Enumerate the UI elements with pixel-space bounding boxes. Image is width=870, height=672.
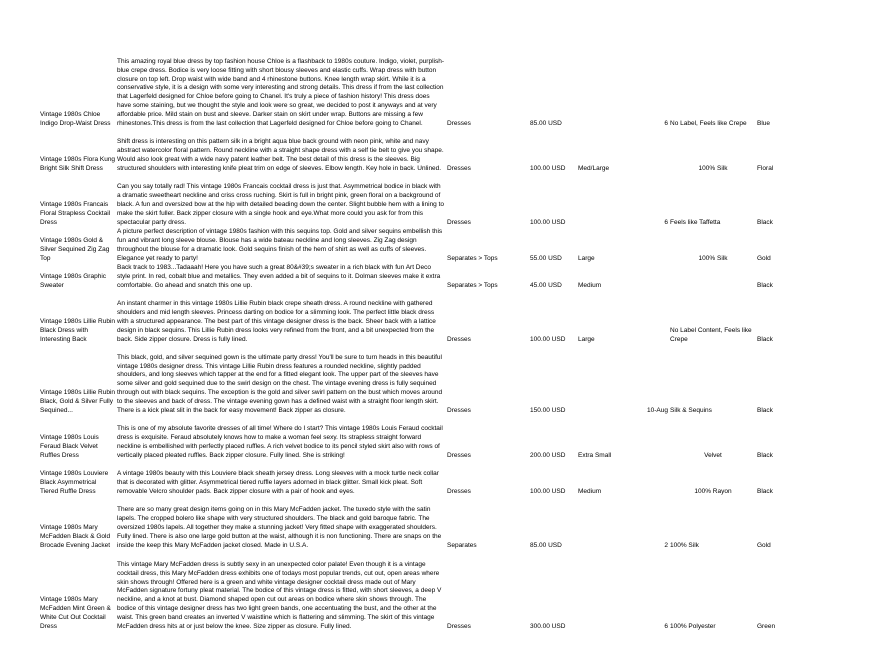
- price-cell: 100.00 USD: [530, 219, 566, 227]
- product-name-cell: Vintage 1980s Lillie Rubin Black Dress with Interesting Back: [40, 318, 116, 344]
- color-cell: Blue: [757, 120, 771, 128]
- material-cell: No Label, Feels like Crepe: [670, 120, 747, 128]
- size-cell: Medium: [578, 488, 602, 496]
- price-cell: 200.00 USD: [530, 452, 566, 460]
- material-cell: Velvet: [704, 452, 722, 460]
- category-cell: Dresses: [447, 165, 471, 173]
- description-cell: This vintage Mary McFadden dress is subtly sexy in an unexpected color palate! Even though it is a vintage cocktail dress, this Mary McFadden dress exhibits one of todays most popular trends, cut out, open areas where skin shows through! Offered here is a green and white vintage designer cocktail dress made out of Mary McFadden signature fortuny pleat material. The bodice of this vintage dress is fitted, with short sleeves, a deep V neckline, and a knot at bust. Diamond shaped open cut out areas on bodice where skin shows through. The bodice of this vintage designer dress has two light green bands, one accentuating the bust, and the other at the waist. This green band creates an inverted V waistline which is flattering and slimming. The skirt of this vintage McFadden dress hits at or just below the knee. Size zipper as closure. Fully lined.: [117, 560, 442, 631]
- category-cell: Dresses: [447, 452, 471, 460]
- description-cell: This is one of my absolute favorite dresses of all time! Where do I start? This vintage 1980s Louis Feraud cocktail dress is exquisite. Feraud absolutely knows how to make a woman feel sexy. Its strapless straight forward neckline is embellished with perfectly placed ruffles. A rich velvet bodice to its pencil styled skirt also with rows of vertically placed pleated ruffles. Back zipper closure. Fully lined. She is striking!: [117, 425, 443, 460]
- table-row: [0, 461, 870, 497]
- table-row: [0, 551, 870, 632]
- material-cell: 100% Rayon: [694, 488, 732, 496]
- size-cell: Extra Small: [578, 452, 612, 460]
- table-row: [0, 129, 870, 174]
- category-cell: Dresses: [447, 407, 471, 415]
- price-cell: 300.00 USD: [530, 623, 566, 631]
- price-cell: 85.00 USD: [530, 542, 562, 550]
- price-cell: 100.00 USD: [530, 336, 566, 344]
- material-cell: 100% Polyester: [670, 623, 716, 631]
- table-row: [0, 345, 870, 416]
- table-row: [0, 300, 870, 345]
- description-cell: A picture perfect description of vintage 1980s fashion with this sequins top. Gold and silver sequins embellish this fun and vibrant long sleeve blouse. Blouse has a wide bateau neckline and long sleeves. Zig Zag design throughout the blouse for a dramatic look. Gold sequins finish of the hem of shirt as well as cuffs of sleeves. Elegance yet ready to party!: [117, 228, 443, 263]
- category-cell: Separates > Tops: [447, 255, 498, 263]
- price-cell: 100.00 USD: [530, 165, 566, 173]
- description-cell: Shift dress is interesting on this pattern silk in a bright aqua blue back ground with neon pink, white and navy abstract watercolor floral pattern. Round neckline with a straight shape dress with a self tie belt to give you shape. Would also look great with a wide navy patent leather belt. The best detail of this dress is the sleeves. Big structured shoulders with interesting knife pleat trim on edge of sleeves. Elbow length. Key hole in back. Unlined.: [117, 138, 444, 173]
- price-cell: 85.00 USD: [530, 120, 562, 128]
- product-name-cell: Vintage 1980s Gold & Silver Sequined Zig Zag Top: [40, 237, 110, 263]
- price-cell: 45.00 USD: [530, 282, 562, 290]
- category-cell: Dresses: [447, 623, 471, 631]
- product-name-cell: Vintage 1980s Graphic Sweater: [40, 273, 107, 290]
- color-cell: Floral: [757, 165, 774, 173]
- description-cell: This amazing royal blue dress by top fashion house Chloe is a flashback to 1980s couture. Indigo, violet, purplish-blue crepe dress. Bodice is very loose fitting with short blousy sleeves and elastic cuffs. Wrap dress with button closure on top left. Drop waist with wide band and 4 rhinestone buttons. Knee length wrap skirt. While it is a conservative style, it is a design with some very interesting and strong details. This dress if from the last collection that Lagerfeld designed for Chloe before going to Chanel. It's truly a piece of fashion history! This dress does have some staining, but we thought the style and look were so great, we decided to post it anyways and at very affordable price. Mild stain on bust and sleeve. Darker stain on skirt under wrap. Buttons are missing a few rhinestones.This dress is from the last collection that Lagerfeld designed for Chloe before going to Chanel.: [117, 57, 444, 128]
- price-cell: 150.00 USD: [530, 407, 566, 415]
- product-name-cell: Vintage 1980s Louviere Black Asymmetrical Tiered Ruffle Dress: [40, 470, 109, 496]
- color-cell: Black: [757, 336, 773, 344]
- color-cell: Black: [757, 219, 773, 227]
- quantity-cell: 6: [664, 120, 668, 128]
- product-name-cell: Vintage 1980s Flora Kung Bright Silk Shift Dress: [40, 156, 116, 173]
- quantity-cell: 6: [664, 623, 668, 631]
- category-cell: Dresses: [447, 120, 471, 128]
- quantity-cell: 6: [664, 219, 668, 227]
- category-cell: Separates: [447, 542, 477, 550]
- material-cell: 100% Silk: [670, 542, 699, 550]
- material-cell: Feels like Taffetta: [670, 219, 721, 227]
- color-cell: Black: [757, 282, 773, 290]
- table-row: [0, 416, 870, 461]
- description-cell: There are so many great design items going on in this Mary McFadden jacket. The tuxedo style with the satin lapels. The cropped bolero like shape with very structured shoulders. The black and gold baroque fabric. The oversized 1980s lapels. All together they make a stunning jacket! Very fitted shape with exaggerated shoulders. Fully lined. There is also one large gold button at the waist, although it is non functioning. There are snaps on the inside the keep this Mary McFadden jacket closed. Made in U.S.A.: [117, 506, 442, 550]
- size-cell: Large: [578, 255, 595, 263]
- color-cell: Black: [757, 488, 773, 496]
- price-cell: 100.00 USD: [530, 488, 566, 496]
- color-cell: Gold: [757, 542, 771, 550]
- table-row: [0, 497, 870, 551]
- color-cell: Gold: [757, 255, 771, 263]
- material-cell: No Label Content, Feels like Crepe: [670, 327, 752, 344]
- material-cell: 100% Silk: [698, 165, 728, 173]
- category-cell: Dresses: [447, 336, 471, 344]
- size-cell: Large: [578, 336, 595, 344]
- category-cell: Dresses: [447, 219, 471, 227]
- category-cell: Separates > Tops: [447, 282, 498, 290]
- description-cell: A vintage 1980s beauty with this Louviere black sheath jersey dress. Long sleeves with a mock turtle neck collar that is decorated with glitter. Asymmetrical tiered ruffle layers adorned in black glitter. Small kick pleat. Soft removable Velcro shoulder pads. Back zipper closure with a pair of hook and eyes.: [117, 470, 439, 496]
- table-row: [0, 183, 870, 228]
- table-row: [0, 228, 870, 264]
- table-row: [0, 48, 870, 129]
- size-cell: Med/Large: [578, 165, 610, 173]
- table-row: [0, 264, 870, 291]
- category-cell: Dresses: [447, 488, 471, 496]
- color-cell: Black: [757, 452, 773, 460]
- product-name-cell: Vintage 1980s Louis Feraud Black Velvet Ruffles Dress: [40, 434, 99, 460]
- product-name-cell: Vintage 1980s Francais Floral Strapless Cocktail Dress: [40, 201, 111, 227]
- quantity-cell: 10-Aug: [647, 407, 668, 415]
- material-cell: 100% Silk: [698, 255, 728, 263]
- product-name-cell: Vintage 1980s Mary McFadden Black & Gold Brocade Evening Jacket: [40, 524, 111, 550]
- description-cell: An instant charmer in this vintage 1980s Lillie Rubin black crepe sheath dress. A round neckline with gathered shoulders and mid length sleeves. Princess darting on bodice for a slimming look. The perfect little black dress with a structured appearance. The best part of this vintage designer dress is the back. Sheer back with a lattice design in black sequins. This Lillie Rubin dress looks very refined from the front, and a bit unexpected from the back. Side zipper closure. Dress is fully lined.: [117, 300, 436, 344]
- product-name-cell: Vintage 1980s Chloe Indigo Drop-Waist Dress: [40, 111, 111, 128]
- quantity-cell: 2: [664, 542, 668, 550]
- product-name-cell: Vintage 1980s Lillie Rubin Black, Gold & Silver Fully Sequined...: [40, 389, 116, 415]
- description-cell: This black, gold, and silver sequined gown is the ultimate party dress! You'll be sure to turn heads in this beautiful vintage 1980s designer dress. This vintage Lillie Rubin dress features a rounded neckline, slightly padded shoulders, and long sleeves which tapper at the end for a fitted elegant look. The upper part of the sleeves have some silver and gold sequined due to the swirl design on the chest. The vintage evening dress is fully sequined through out with black sequins. The exception is the gold and silver swirl pattern on the bust which moves around to the sleeves and back of dress. The vintage evening gown has a defined waist with a straight floor length skirt. There is a kick pleat slit in the back for easy movement! Back zipper as closure.: [117, 353, 443, 415]
- color-cell: Green: [757, 623, 776, 631]
- size-cell: Medium: [578, 282, 602, 290]
- description-cell: Back track to 1983...Tadaaah! Here you have such a great 80&#39;s sweater in a rich black with fun Art Deco style print. In red, cobalt blue and metallics. They even added a bit of sequins to it. Dolman sleeves make it extra comfortable. Go ahead and snatch this one up.: [117, 264, 441, 290]
- price-cell: 55.00 USD: [530, 255, 562, 263]
- color-cell: Black: [757, 407, 773, 415]
- description-cell: Can you say totally rad! This vintage 1980s Francais cocktail dress is just that. Asymmetrical bodice in black with a dramatic sweetheart neckline and criss cross ruching. Skirt is full in bright pink, green floral on a background of black. A fun and oversized bow at the hip with detailed beading down the center. Slight bubble hem with a lining to make the skirt fuller. Back zipper closure with a single hook and eye.What more could you ask for from this spectacular party dress.: [117, 183, 445, 227]
- product-name-cell: Vintage 1980s Mary McFadden Mint Green & White Cut Out Cocktail Dress: [40, 596, 111, 631]
- material-cell: Silk & Sequins: [670, 407, 712, 415]
